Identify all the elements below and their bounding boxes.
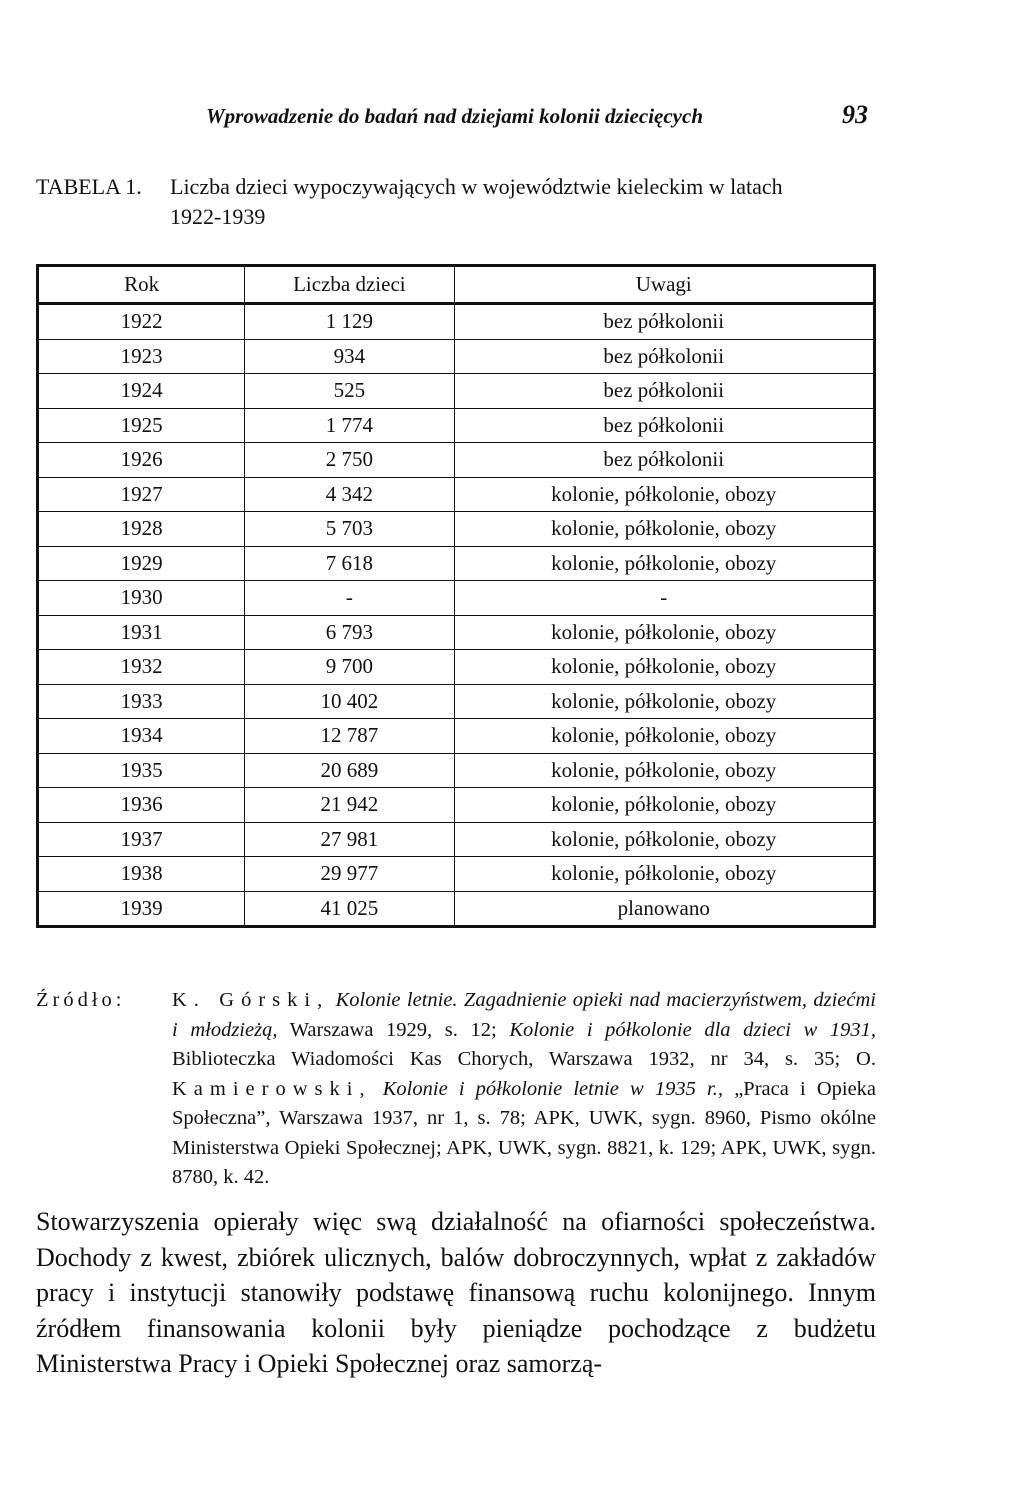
remarks-cell: kolonie, półkolonie, obozy [454, 788, 875, 823]
children-count-cell: 934 [245, 339, 454, 374]
table-caption [36, 172, 876, 232]
source-text-3: „Praca i Opieka Społeczna”, Warszawa 1937, nr 1, s. 78; APK, UWK, sygn. 8960, Pismo okólne Ministerstwa Opieki Społecznej; APK, UWK, sygn. 8821, k. 129; APK, UWK, sygn. 8780, k. 42. [172, 1077, 877, 1188]
table-row [38, 477, 875, 512]
remarks-cell: kolonie, półkolonie, obozy [454, 857, 875, 892]
year-cell: 1924 [38, 374, 245, 409]
year-cell: 1937 [38, 822, 245, 857]
remarks-cell: kolonie, półkolonie, obozy [454, 753, 875, 788]
table-row [38, 615, 875, 650]
children-count-cell: 20 689 [245, 753, 454, 788]
remarks-cell: kolonie, półkolonie, obozy [454, 477, 875, 512]
year-cell: 1930 [38, 581, 245, 616]
remarks-cell: - [454, 581, 875, 616]
year-cell: 1926 [38, 443, 245, 478]
table-row [38, 788, 875, 823]
table-header-row [38, 266, 875, 304]
year-cell: 1925 [38, 408, 245, 443]
children-count-cell: 10 402 [245, 684, 454, 719]
children-count-cell: 525 [245, 374, 454, 409]
table-row [38, 339, 875, 374]
year-cell: 1922 [38, 304, 245, 340]
table-row [38, 443, 875, 478]
source-title-1: Kolonie letnie. Zagadnienie opieki nad macierzyństwem, dziećmi i młodzieżą, [172, 989, 876, 1041]
children-count-cell: 4 342 [245, 477, 454, 512]
year-cell: 1934 [38, 719, 245, 754]
children-count-cell: - [245, 581, 454, 616]
year-cell: 1936 [38, 788, 245, 823]
table-row [38, 581, 875, 616]
remarks-cell: kolonie, półkolonie, obozy [454, 684, 875, 719]
header-remarks: Uwagi [454, 266, 875, 304]
children-count-cell: 2 750 [245, 443, 454, 478]
remarks-cell: planowano [454, 891, 875, 927]
table-row [38, 374, 875, 409]
source-text-1: Warszawa 1929, s. 12; [289, 1018, 497, 1041]
remarks-cell: bez półkolonii [454, 339, 875, 374]
header-year: Rok [38, 266, 245, 304]
year-cell: 1933 [38, 684, 245, 719]
body-paragraph: Stowarzyszenia opierały więc swą działalność na ofiarności społeczeństwa. Dochody z kwest, zbiórek ulicznych, balów dobroczynnych, wpłat z zakładów pracy i instytucji stanowiły podstawę finansową ruchu kolonijnego. Innym źródłem finansowania kolonii były pieniądze pochodzące z budżetu Ministerstwa Pracy i Opieki Społecznej oraz samorzą- [36, 1207, 876, 1378]
children-count-cell: 29 977 [245, 857, 454, 892]
source-note [36, 986, 876, 1193]
children-count-cell: 6 793 [245, 615, 454, 650]
table-row [38, 546, 875, 581]
caption-text-line1: Liczba dzieci wypoczywających w województwie kieleckim w latach [170, 174, 783, 199]
remarks-cell: kolonie, półkolonie, obozy [454, 546, 875, 581]
table-row [38, 822, 875, 857]
table-row [38, 684, 875, 719]
year-cell: 1927 [38, 477, 245, 512]
table-row [38, 857, 875, 892]
remarks-cell: kolonie, półkolonie, obozy [454, 512, 875, 547]
caption-text-line2: 1922-1939 [170, 204, 266, 229]
year-cell: 1928 [38, 512, 245, 547]
children-count-cell: 7 618 [245, 546, 454, 581]
children-count-cell: 5 703 [245, 512, 454, 547]
children-count-cell: 27 981 [245, 822, 454, 857]
table-row [38, 512, 875, 547]
table-row [38, 408, 875, 443]
remarks-cell: bez półkolonii [454, 443, 875, 478]
year-cell: 1938 [38, 857, 245, 892]
running-title: Wprowadzenie do badań nad dziejami kolonii dziecięcych [206, 104, 703, 128]
children-count-cell: 41 025 [245, 891, 454, 927]
table-row [38, 719, 875, 754]
header-children-count: Liczba dzieci [245, 266, 454, 304]
source-text-2: Biblioteczka Wiadomości Kas Chorych, Warszawa 1932, nr 34, s. 35; O. [172, 1048, 876, 1070]
source-author-1: K. Górski, [172, 989, 330, 1011]
year-cell: 1931 [38, 615, 245, 650]
table-row [38, 753, 875, 788]
children-count-cell: 12 787 [245, 719, 454, 754]
year-cell: 1932 [38, 650, 245, 685]
children-count-cell: 21 942 [245, 788, 454, 823]
children-statistics-table [36, 264, 876, 928]
children-count-cell: 1 129 [245, 304, 454, 340]
source-author-2: Kamierowski, [172, 1077, 372, 1100]
children-count-cell: 1 774 [245, 408, 454, 443]
remarks-cell: bez półkolonii [454, 408, 875, 443]
remarks-cell: bez półkolonii [454, 304, 875, 340]
year-cell: 1929 [38, 546, 245, 581]
remarks-cell: kolonie, półkolonie, obozy [454, 719, 875, 754]
table-row [38, 891, 875, 927]
source-title-2: Kolonie i półkolonie dla dzieci w 1931, [509, 1018, 876, 1041]
remarks-cell: kolonie, półkolonie, obozy [454, 615, 875, 650]
table-row [38, 650, 875, 685]
table-body [38, 304, 875, 927]
source-label: Źródło: [36, 989, 126, 1011]
children-count-cell: 9 700 [245, 650, 454, 685]
year-cell: 1939 [38, 891, 245, 927]
year-cell: 1923 [38, 339, 245, 374]
table-row [38, 304, 875, 340]
year-cell: 1935 [38, 753, 245, 788]
page-number: 93 [842, 100, 868, 129]
source-text [172, 986, 876, 1193]
caption-label: TABELA 1. [36, 174, 142, 199]
source-title-3: Kolonie i półkolonie letnie w 1935 r., [382, 1077, 724, 1100]
remarks-cell: kolonie, półkolonie, obozy [454, 650, 875, 685]
remarks-cell: bez półkolonii [454, 374, 875, 409]
remarks-cell: kolonie, półkolonie, obozy [454, 822, 875, 857]
